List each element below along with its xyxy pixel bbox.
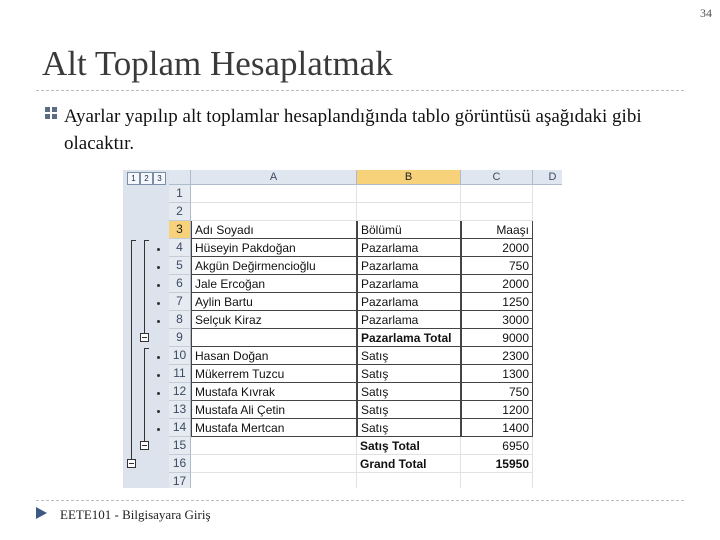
outline-bar (123, 170, 169, 488)
outline-level-1-button[interactable]: 1 (127, 172, 140, 185)
bullet-text: Ayarlar yapılıp alt toplamlar hesaplandığında tablo görüntüsü aşağıdaki gibi olacaktır. (64, 106, 642, 154)
cell-b[interactable]: Satış (357, 419, 461, 437)
cell-a[interactable] (191, 437, 357, 455)
cell-c[interactable] (461, 473, 533, 488)
cell-c[interactable]: 1400 (461, 419, 533, 437)
cell-b[interactable]: Pazarlama (357, 239, 461, 257)
cell-b[interactable]: Pazarlama (357, 275, 461, 293)
outline-detail-dot (157, 374, 160, 377)
cell-b[interactable]: Pazarlama Total (357, 329, 461, 347)
outline-detail-dot (157, 356, 160, 359)
cell-b[interactable]: Pazarlama (357, 293, 461, 311)
outline-bracket-group-1-top (144, 240, 149, 241)
row-header[interactable]: 11 (169, 365, 191, 383)
cell-a[interactable]: Akgün Değirmencioğlu (191, 257, 357, 275)
title-divider (36, 90, 684, 91)
cell-c[interactable]: 15950 (461, 455, 533, 473)
row-header[interactable]: 13 (169, 401, 191, 419)
row-header[interactable]: 10 (169, 347, 191, 365)
column-header-a[interactable]: A (191, 170, 357, 185)
select-all-corner[interactable] (169, 170, 191, 185)
cell-b[interactable]: Pazarlama (357, 311, 461, 329)
outline-level-2-button[interactable]: 2 (140, 172, 153, 185)
cell-c[interactable]: 2000 (461, 275, 533, 293)
cell-a[interactable] (191, 455, 357, 473)
cell-a[interactable]: Aylin Bartu (191, 293, 357, 311)
column-header-b[interactable]: B (357, 170, 461, 185)
cell-c[interactable]: 750 (461, 257, 533, 275)
cell-a[interactable]: Mustafa Kıvrak (191, 383, 357, 401)
cell-b[interactable] (357, 203, 461, 221)
outline-detail-dot (157, 302, 160, 305)
row-header[interactable]: 14 (169, 419, 191, 437)
collapse-group-grand-total-icon[interactable] (127, 459, 136, 468)
cell-a[interactable] (191, 329, 357, 347)
column-header-c[interactable]: C (461, 170, 533, 185)
cell-b[interactable]: Satış (357, 401, 461, 419)
cell-b[interactable]: Satış (357, 365, 461, 383)
cell-c[interactable] (461, 185, 533, 203)
cell-c[interactable]: 2300 (461, 347, 533, 365)
cell-b[interactable] (357, 185, 461, 203)
cell-c[interactable]: 3000 (461, 311, 533, 329)
cell-a[interactable] (191, 185, 357, 203)
collapse-group-satis-icon[interactable] (140, 441, 149, 450)
cell-c[interactable] (461, 203, 533, 221)
outline-level-3-button[interactable]: 3 (153, 172, 166, 185)
slide-title: Alt Toplam Hesaplatmak (42, 44, 393, 83)
row-header[interactable]: 1 (169, 185, 191, 203)
row-header[interactable]: 6 (169, 275, 191, 293)
outline-bracket-outer-top (131, 240, 136, 241)
outline-bracket-outer (131, 240, 132, 462)
cell-c[interactable]: 1200 (461, 401, 533, 419)
row-header[interactable]: 17 (169, 473, 191, 488)
cell-b[interactable]: Pazarlama (357, 257, 461, 275)
cell-b[interactable]: Satış Total (357, 437, 461, 455)
cell-b[interactable]: Satış (357, 347, 461, 365)
cell-c[interactable]: 2000 (461, 239, 533, 257)
cell-a[interactable]: Mustafa Mertcan (191, 419, 357, 437)
row-header[interactable]: 5 (169, 257, 191, 275)
outline-detail-dot (157, 320, 160, 323)
cell-c[interactable]: 6950 (461, 437, 533, 455)
cell-grid (191, 185, 562, 488)
cell-a[interactable]: Jale Ercoğan (191, 275, 357, 293)
cell-a[interactable]: Hüseyin Pakdoğan (191, 239, 357, 257)
row-header[interactable]: 16 (169, 455, 191, 473)
cell-c[interactable]: 1300 (461, 365, 533, 383)
collapse-group-pazarlama-icon[interactable] (140, 333, 149, 342)
cell-a[interactable]: Mükerrem Tuzcu (191, 365, 357, 383)
cell-a[interactable]: Selçuk Kiraz (191, 311, 357, 329)
cell-a[interactable] (191, 203, 357, 221)
cell-c[interactable]: 1250 (461, 293, 533, 311)
cell-a[interactable]: Mustafa Ali Çetin (191, 401, 357, 419)
outline-detail-dot (157, 248, 160, 251)
outline-detail-dot (157, 392, 160, 395)
footer-divider (36, 500, 684, 501)
bullet-icon (44, 106, 58, 120)
spreadsheet-screenshot (123, 170, 562, 488)
footer-text: EETE101 - Bilgisayara Giriş (60, 507, 211, 522)
row-header[interactable]: 8 (169, 311, 191, 329)
cell-c[interactable]: 750 (461, 383, 533, 401)
row-header[interactable]: 15 (169, 437, 191, 455)
cell-c[interactable]: 9000 (461, 329, 533, 347)
cell-b[interactable]: Bölümü (357, 221, 461, 239)
row-header[interactable]: 12 (169, 383, 191, 401)
row-header[interactable]: 3 (169, 221, 191, 239)
cell-c[interactable]: Maaşı (461, 221, 533, 239)
row-header[interactable]: 2 (169, 203, 191, 221)
outline-detail-dot (157, 410, 160, 413)
cell-a[interactable]: Hasan Doğan (191, 347, 357, 365)
outline-detail-dot (157, 428, 160, 431)
row-header[interactable]: 7 (169, 293, 191, 311)
column-header-d[interactable]: D (533, 170, 562, 185)
cell-b[interactable]: Satış (357, 383, 461, 401)
cell-a[interactable] (191, 473, 357, 488)
cell-b[interactable]: Grand Total (357, 455, 461, 473)
outline-bracket-group-2 (144, 348, 145, 444)
outline-detail-dot (157, 284, 160, 287)
cell-b[interactable] (357, 473, 461, 488)
page-number: 34 (700, 6, 712, 20)
outline-bracket-group-1 (144, 240, 145, 336)
outline-bracket-group-2-top (144, 348, 149, 349)
row-header[interactable]: 9 (169, 329, 191, 347)
outline-detail-dot (157, 266, 160, 269)
play-arrow-icon (34, 506, 48, 520)
row-header[interactable]: 4 (169, 239, 191, 257)
cell-a[interactable]: Adı Soyadı (191, 221, 357, 239)
